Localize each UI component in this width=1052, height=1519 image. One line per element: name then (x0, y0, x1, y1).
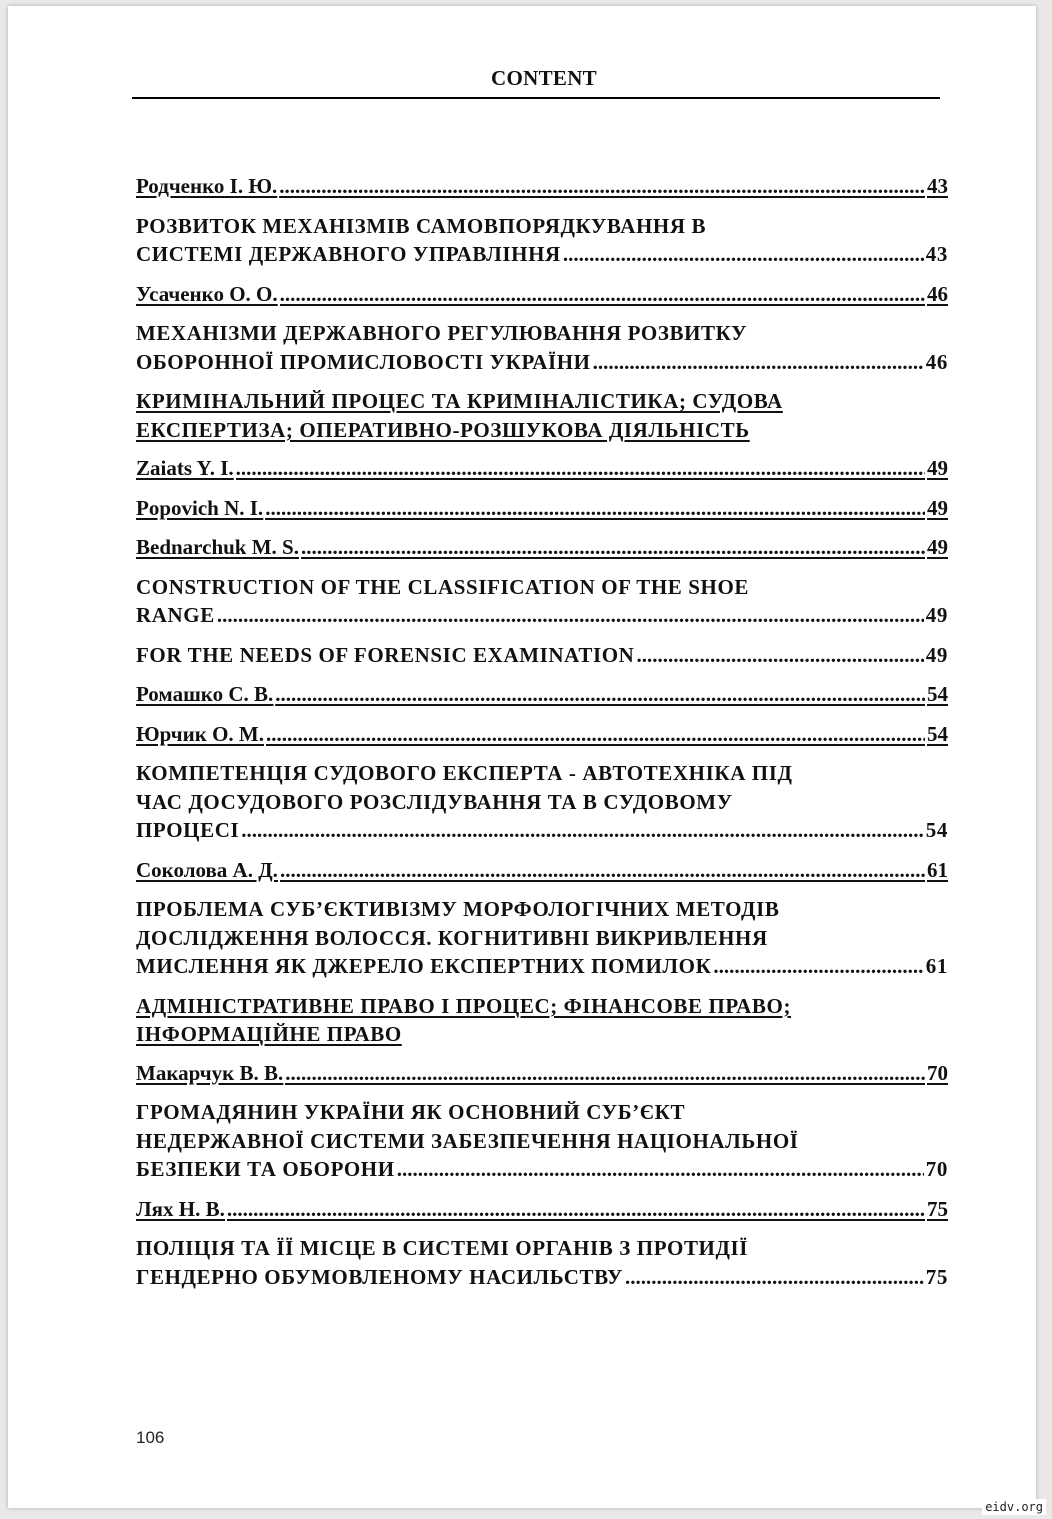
toc-section-heading (136, 387, 948, 444)
toc-section-heading (136, 992, 948, 1049)
toc-author-entry (136, 1195, 948, 1224)
title-text-line: ДОСЛІДЖЕННЯ ВОЛОССЯ. КОГНИТИВНІ ВИКРИВЛЕННЯ (136, 925, 768, 950)
toc-entry-line (136, 494, 948, 523)
toc-entry-line (136, 280, 948, 309)
entry-page-number: 49 (925, 603, 948, 627)
author-name: Усаченко О. О. (136, 281, 278, 306)
dot-leader (227, 1195, 925, 1224)
entry-page-number: 54 (925, 818, 948, 842)
toc-entry-line (136, 454, 948, 483)
title-text-line: БЕЗПЕКИ ТА ОБОРОНИ (136, 1157, 395, 1181)
toc-author-entry (136, 1059, 948, 1088)
entry-page-number: 70 (927, 1060, 948, 1085)
toc-title-entry (136, 319, 948, 376)
dot-leader (280, 856, 925, 885)
author-name: Popovich N. I. (136, 495, 264, 520)
toc-entry-line (136, 1059, 948, 1088)
dot-leader (279, 172, 925, 201)
toc-title-entry (136, 641, 948, 670)
author-name: Родченко І. Ю. (136, 174, 278, 198)
dot-leader (625, 1263, 924, 1292)
title-text-line: ЧАС ДОСУДОВОГО РОЗСЛІДУВАННЯ ТА В СУДОВОМУ (136, 789, 733, 814)
entry-page-number: 54 (927, 682, 948, 706)
watermark: eidv.org (982, 1499, 1046, 1515)
entry-page-number: 61 (927, 857, 948, 882)
entry-page-number: 70 (925, 1157, 948, 1181)
author-name: Bednarchuk M. S. (136, 535, 299, 559)
dot-leader (266, 720, 925, 749)
toc-entry-line (136, 720, 948, 749)
title-text-line: КОМПЕТЕНЦІЯ СУДОВОГО ЕКСПЕРТА - АВТОТЕХНІКА ПІД (136, 761, 793, 785)
toc-entry-line (136, 641, 948, 670)
dot-leader (397, 1155, 924, 1184)
author-name: Zaiats Y. I. (136, 456, 234, 480)
toc-author-entry (136, 533, 948, 562)
entry-page-number: 49 (927, 495, 948, 520)
toc-entry-line (136, 601, 948, 630)
toc-entry-line (136, 952, 948, 981)
toc-entry-line (136, 1195, 948, 1224)
entry-page-number: 49 (927, 456, 948, 480)
dot-leader (593, 348, 924, 377)
entry-page-number: 54 (927, 721, 948, 746)
toc-title-entry (136, 573, 948, 630)
dot-leader (275, 680, 925, 709)
title-text-line: НЕДЕРЖАВНОЇ СИСТЕМИ ЗАБЕЗПЕЧЕННЯ НАЦІОНАЛЬНОЇ (136, 1128, 799, 1153)
dot-leader (285, 1059, 925, 1088)
entry-page-number: 75 (925, 1264, 948, 1289)
author-name: Лях Н. В. (136, 1196, 225, 1221)
toc-author-entry (136, 856, 948, 885)
title-text-line: FOR THE NEEDS OF FORENSIC EXAMINATION (136, 642, 635, 667)
entry-page-number: 46 (925, 349, 948, 374)
toc-author-entry (136, 172, 948, 201)
page-title: CONTENT (491, 66, 597, 90)
toc-entry-line (136, 856, 948, 885)
toc-entry-line (136, 533, 948, 562)
title-text-line: РОЗВИТОК МЕХАНІЗМІВ САМОВПОРЯДКУВАННЯ В (136, 213, 707, 238)
entry-page-number: 61 (925, 954, 948, 978)
toc-title-entry (136, 759, 948, 845)
section-heading-line: КРИМІНАЛЬНИЙ ПРОЦЕС ТА КРИМІНАЛІСТИКА; СУДОВА (136, 389, 783, 413)
toc-author-entry (136, 720, 948, 749)
section-heading-line: ЕКСПЕРТИЗА; ОПЕРАТИВНО-РОЗШУКОВА ДІЯЛЬНІСТЬ (136, 417, 750, 442)
title-text-line: RANGE (136, 603, 215, 627)
toc-entry-line (136, 816, 948, 845)
author-name: Юрчик О. М. (136, 721, 264, 746)
title-text-line: МЕХАНІЗМИ ДЕРЖАВНОГО РЕГУЛЮВАННЯ РОЗВИТКУ (136, 321, 748, 345)
toc-title-entry (136, 1098, 948, 1184)
entry-page-number: 49 (925, 642, 948, 667)
title-text-line: ПОЛІЦІЯ ТА ЇЇ МІСЦЕ В СИСТЕМІ ОРГАНІВ З ПРОТИДІЇ (136, 1236, 749, 1260)
dot-leader (241, 816, 924, 845)
table-of-contents (136, 172, 948, 1302)
entry-page-number: 43 (927, 174, 948, 198)
title-text-line: ГЕНДЕРНО ОБУМОВЛЕНОМУ НАСИЛЬСТВУ (136, 1264, 624, 1289)
author-name: Макарчук В. В. (136, 1060, 284, 1085)
entry-page-number: 75 (927, 1196, 948, 1221)
toc-author-entry (136, 454, 948, 483)
author-name: Соколова А. Д. (136, 857, 278, 882)
toc-entry-line (136, 680, 948, 709)
title-text-line: ОБОРОННОЇ ПРОМИСЛОВОСТІ УКРАЇНИ (136, 349, 591, 374)
toc-title-entry (136, 895, 948, 981)
author-name: Ромашко С. В. (136, 682, 274, 706)
dot-leader (265, 494, 925, 523)
page-number: 106 (136, 1428, 165, 1447)
title-text-line: СИСТЕМІ ДЕРЖАВНОГО УПРАВЛІННЯ (136, 242, 561, 266)
entry-page-number: 43 (925, 242, 948, 266)
entry-page-number: 49 (927, 535, 948, 559)
title-text-line: ПРОЦЕСІ (136, 818, 240, 842)
toc-title-entry (136, 212, 948, 269)
toc-title-entry (136, 1234, 948, 1291)
dot-leader (713, 952, 923, 981)
section-heading-line: ІНФОРМАЦІЙНЕ ПРАВО (136, 1022, 402, 1046)
entry-page-number: 46 (927, 281, 948, 306)
title-text-line: ПРОБЛЕМА СУБ’ЄКТИВІЗМУ МОРФОЛОГІЧНИХ МЕТОДІВ (136, 897, 780, 921)
dot-leader (217, 601, 924, 630)
toc-entry-line (136, 1155, 948, 1184)
toc-author-entry (136, 680, 948, 709)
title-text-line: МИСЛЕННЯ ЯК ДЖЕРЕЛО ЕКСПЕРТНИХ ПОМИЛОК (136, 954, 712, 978)
dot-leader (280, 280, 925, 309)
title-text-line: ГРОМАДЯНИН УКРАЇНИ ЯК ОСНОВНИЙ СУБ’ЄКТ (136, 1100, 686, 1124)
toc-entry-line (136, 1263, 948, 1292)
toc-author-entry (136, 280, 948, 309)
toc-entry-line (136, 348, 948, 377)
dot-leader (636, 641, 923, 670)
section-heading-line: АДМІНІСТРАТИВНЕ ПРАВО І ПРОЦЕС; ФІНАНСОВЕ ПРАВО; (136, 993, 792, 1018)
header-divider (132, 97, 940, 99)
toc-entry-line (136, 240, 948, 269)
toc-entry-line (136, 172, 948, 201)
toc-author-entry (136, 494, 948, 523)
title-text-line: CONSTRUCTION OF THE CLASSIFICATION OF THE SHOE (136, 574, 750, 599)
dot-leader (563, 240, 924, 269)
dot-leader (301, 533, 925, 562)
dot-leader (236, 454, 925, 483)
